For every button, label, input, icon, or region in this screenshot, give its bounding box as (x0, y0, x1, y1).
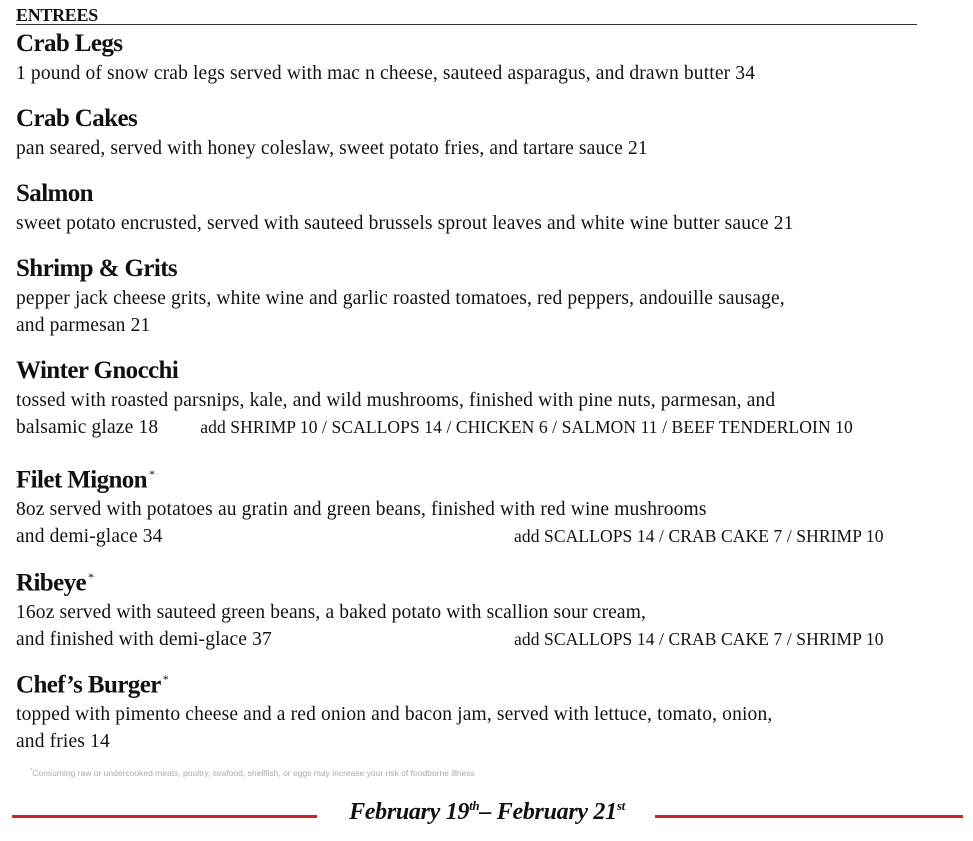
description-line: pepper jack cheese grits, white wine and garlic roasted tomatoes, red peppers, andouille sausage, (16, 288, 785, 309)
addon-options: add SCALLOPS 14 / CRAB CAKE 7 / SHRIMP 10 (514, 526, 884, 547)
item-description (16, 60, 961, 87)
item-name: Filet Mignon (16, 466, 147, 494)
item-description (16, 387, 961, 441)
menu-item-winter-gnocchi (16, 357, 961, 441)
description-line: and parmesan 21 (16, 315, 151, 336)
item-name: Ribeye (16, 569, 86, 597)
raw-warning-asterisk: * (88, 570, 94, 584)
description-line (16, 414, 961, 441)
item-description (16, 135, 961, 162)
description-line: tossed with roasted parsnips, kale, and wild mushrooms, finished with pine nuts, parmesan, and (16, 390, 776, 411)
raw-warning-asterisk: * (148, 467, 155, 481)
description-line (16, 523, 961, 550)
item-description (16, 285, 961, 339)
disclaimer-text: Consuming raw or undercooked meats, poultry, seafood, shellfish, or eggs may increase your risk of foodborne illness (32, 768, 475, 778)
menu-date-range (337, 798, 637, 826)
item-name: Crab Cakes (16, 105, 138, 132)
section-header (16, 4, 917, 25)
menu-item-ribeye (16, 563, 961, 653)
menu-item-chefs-burger (16, 665, 961, 755)
menu-item-crab-legs (16, 30, 961, 87)
food-safety-disclaimer (30, 768, 475, 778)
item-description (16, 496, 961, 550)
footer-rule-left (12, 815, 317, 818)
description-text: balsamic glaze 18 (16, 417, 159, 438)
item-description (16, 701, 961, 755)
menu-item-salmon (16, 180, 961, 237)
description-line: sweet potato encrusted, served with sauteed brussels sprout leaves and white wine butter sauce 21 (16, 213, 794, 234)
item-name: Crab Legs (16, 30, 123, 57)
description-line: 1 pound of snow crab legs served with mac n cheese, sauteed asparagus, and drawn butter 34 (16, 63, 756, 84)
date-start: February 19 (349, 799, 470, 825)
description-text: and demi-glace 34 (16, 526, 163, 548)
footer-rule-right (655, 815, 963, 818)
addon-options: add SHRIMP 10 / SCALLOPS 14 / CHICKEN 6 / SALMON 11 / BEEF TENDERLOIN 10 (200, 417, 853, 437)
item-name: Chef’s Burger (16, 671, 161, 699)
item-name: Winter Gnocchi (16, 357, 179, 384)
date-separator: – (479, 799, 497, 825)
description-line: 16oz served with sauteed green beans, a baked potato with scallion sour cream, (16, 602, 647, 624)
item-name: Shrimp & Grits (16, 255, 178, 282)
raw-warning-asterisk: * (162, 672, 169, 686)
description-line: pan seared, served with honey coleslaw, sweet potato fries, and tartare sauce 21 (16, 138, 648, 159)
description-line (16, 626, 961, 653)
item-name-row (16, 460, 961, 494)
item-name: Salmon (16, 180, 93, 207)
menu-item-shrimp-grits (16, 255, 961, 339)
description-line: and fries 14 (16, 731, 110, 753)
section-title: ENTREES (16, 5, 98, 25)
item-name-row (16, 563, 961, 597)
item-description (16, 599, 961, 653)
date-end-suffix: st (616, 798, 625, 813)
description-line: topped with pimento cheese and a red onion and bacon jam, served with lettuce, tomato, onion, (16, 704, 773, 726)
description-line: 8oz served with potatoes au gratin and green beans, finished with red wine mushrooms (16, 499, 707, 521)
item-name-row (16, 665, 961, 699)
date-end: February 21 (496, 799, 617, 825)
item-description (16, 210, 961, 237)
date-start-suffix: th (469, 798, 480, 813)
disclaimer-asterisk: * (30, 768, 33, 775)
addon-options: add SCALLOPS 14 / CRAB CAKE 7 / SHRIMP 10 (514, 629, 884, 650)
menu-item-crab-cakes (16, 105, 961, 162)
menu-item-filet-mignon (16, 460, 961, 550)
description-text: and finished with demi-glace 37 (16, 629, 272, 651)
